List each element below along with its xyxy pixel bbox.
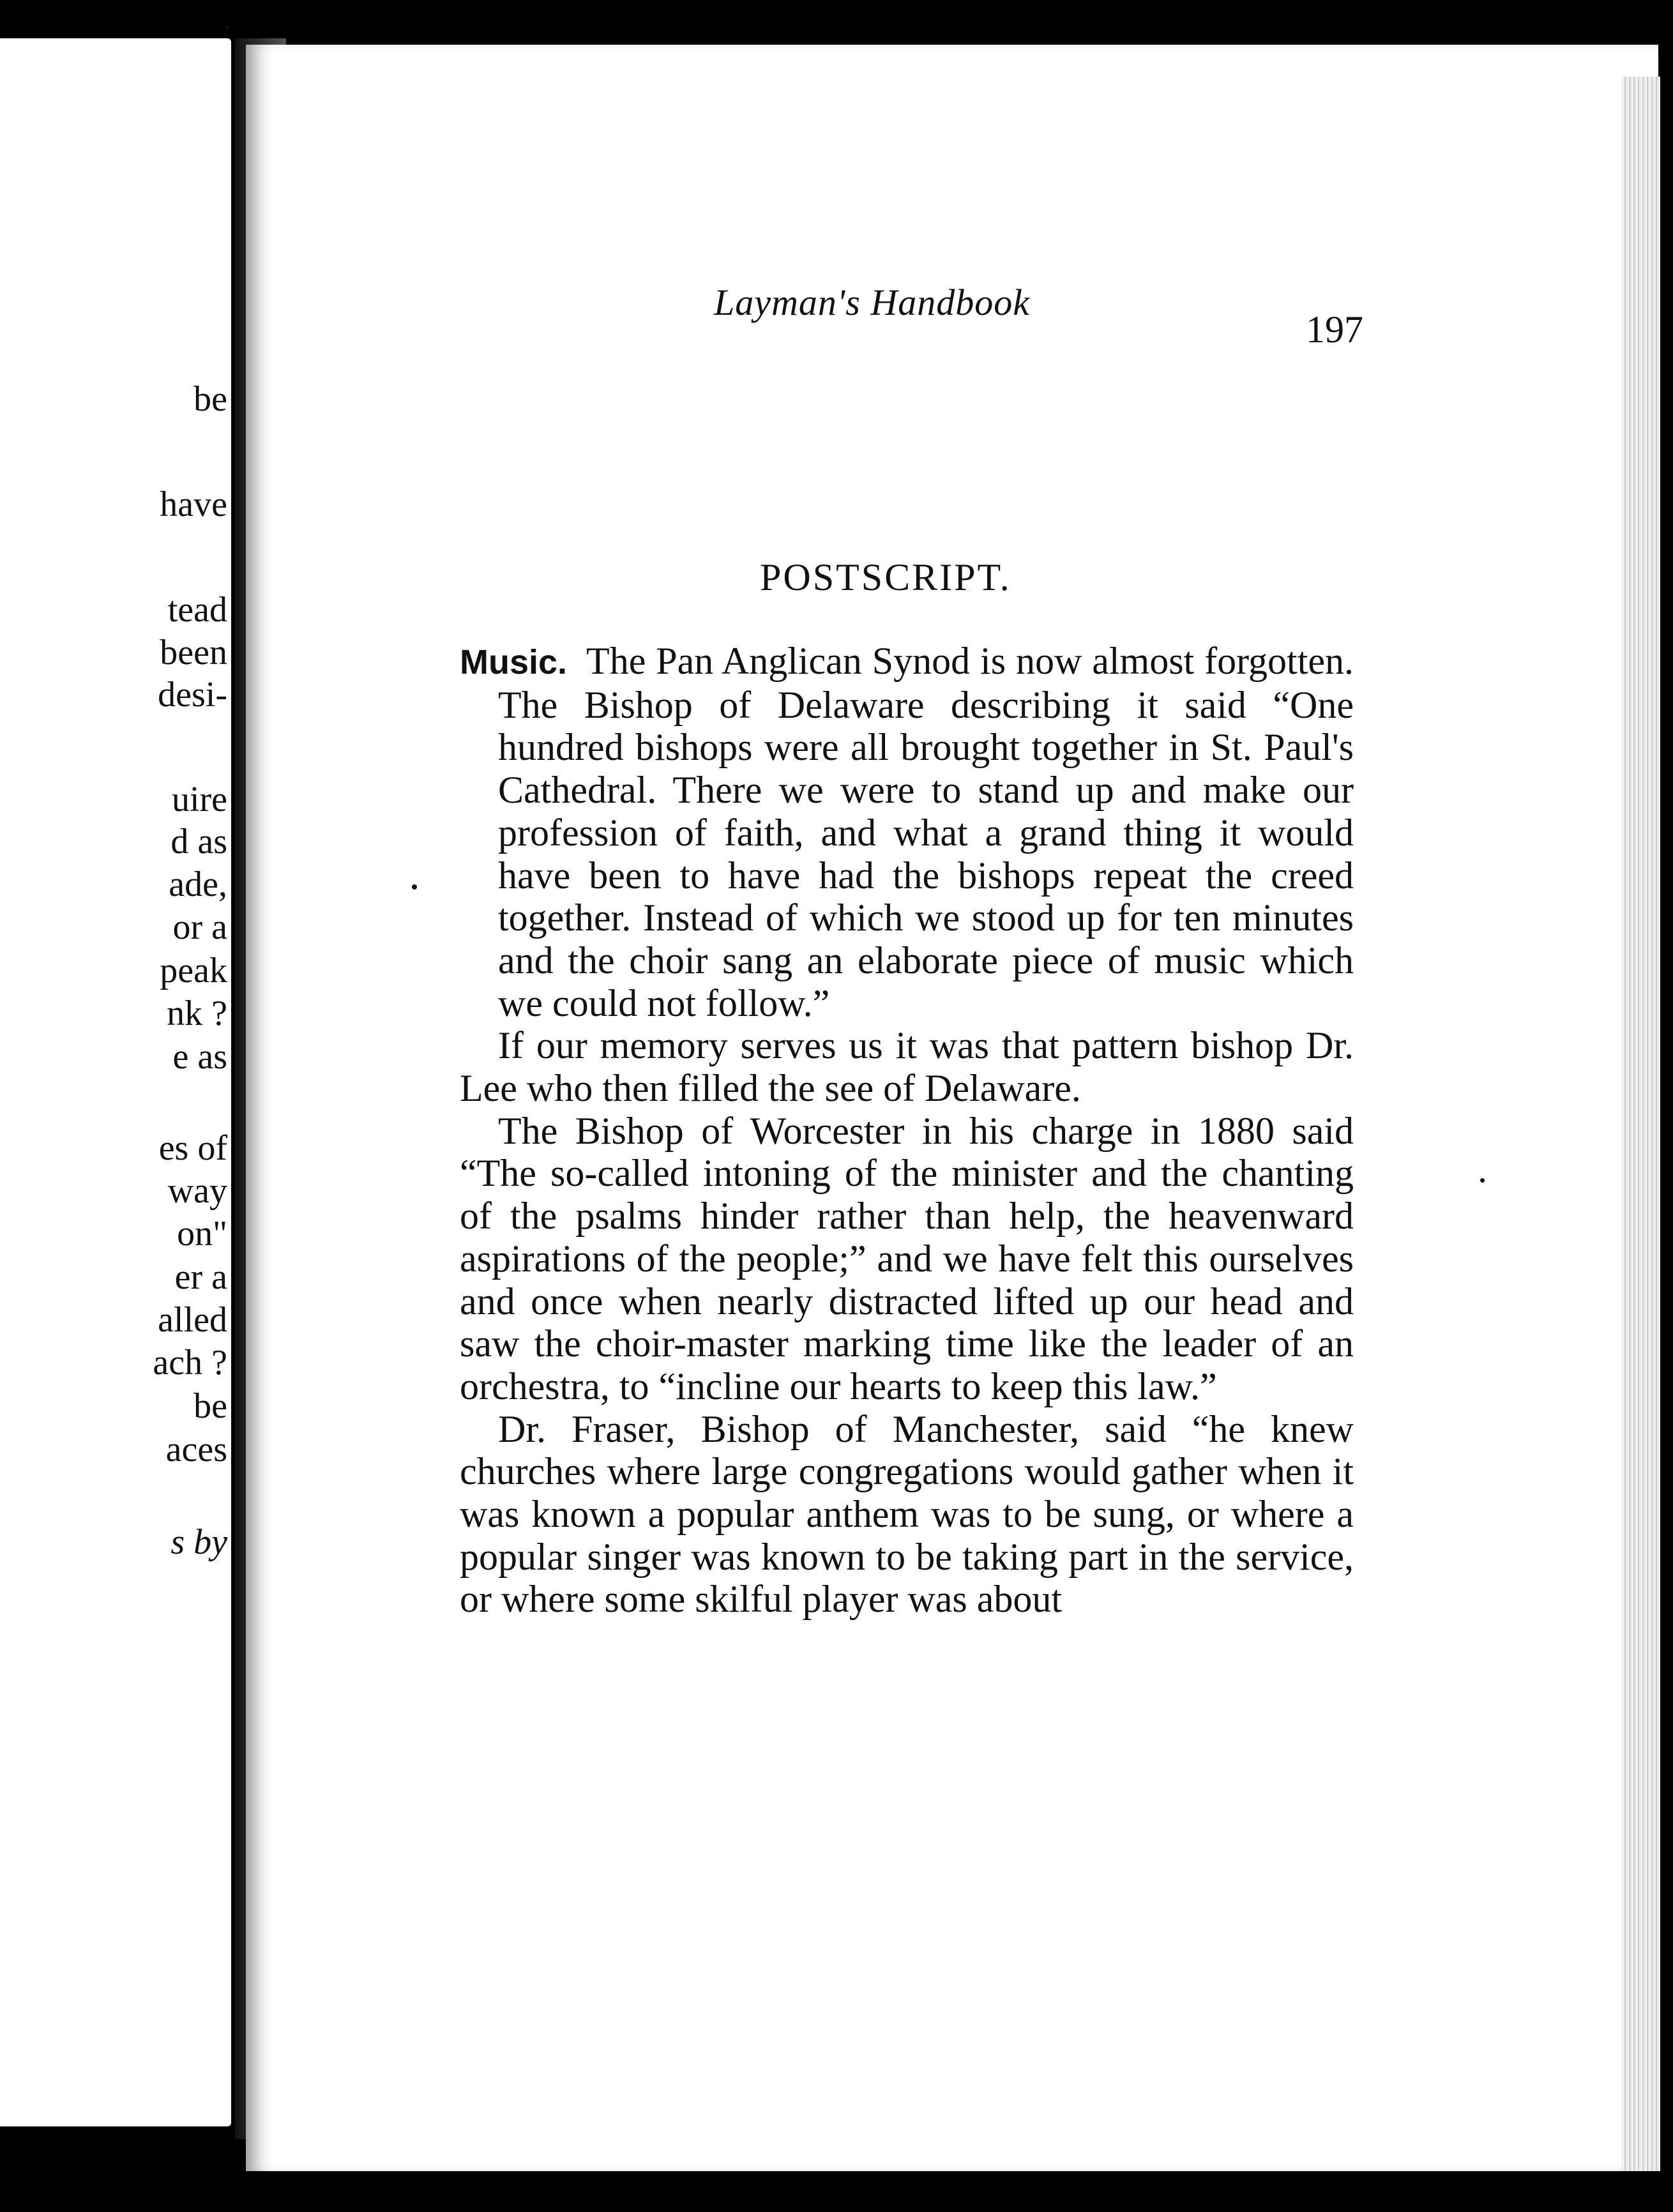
left-page-fragment: s by: [170, 1522, 227, 1562]
paragraph: Dr. Fraser, Bishop of Manchester, said “he knew churches where large congregations would gather when it was known a popular anthem was to be sung, or where a popular singer was known to be taking part in the service, or where some skilful player was about: [460, 1407, 1354, 1621]
left-page-fragment: be: [193, 1386, 227, 1426]
running-head: Layman's Handbook: [714, 282, 1030, 323]
left-page-fragment: d as: [170, 822, 227, 861]
left-page-fragment: aces: [165, 1430, 227, 1469]
left-page-fragment: ade,: [169, 865, 227, 904]
left-page-fragment: on": [177, 1214, 227, 1254]
left-page-fragment: desi-: [158, 675, 227, 715]
left-page-fragment: have: [160, 485, 227, 524]
left-page-fragment: be: [193, 379, 227, 419]
left-page-fragment: e as: [172, 1037, 227, 1077]
left-page: [0, 38, 231, 2126]
body-text: [460, 640, 1354, 1621]
left-page-fragment: way: [167, 1171, 227, 1211]
section-title: POSTSCRIPT.: [760, 556, 1011, 598]
left-page-fragment: ach ?: [153, 1343, 227, 1382]
left-page-fragment: nk ?: [167, 994, 227, 1033]
left-page-fragment: er a: [174, 1257, 227, 1297]
page-edges: [1622, 77, 1660, 2171]
side-heading: Music.: [460, 643, 568, 681]
paragraph: [460, 640, 1354, 1024]
left-page-fragment: peak: [160, 951, 227, 990]
paragraph: If our memory serves us it was that pattern bishop Dr. Lee who then filled the see of Delaware.: [460, 1024, 1354, 1110]
left-page-fragment: been: [160, 633, 227, 672]
left-page-fragment: uire: [171, 780, 227, 819]
left-page-fragment: alled: [158, 1300, 227, 1340]
paragraph-text: The Pan Anglican Synod is now almost forgotten. The Bishop of Delaware describing it said “One hundred bishops were all brought together in St. Paul's Cathedral. There we were to stand up and make our profession of faith, and what a grand thing it would have been to have had the bishops repeat the creed together. Instead of which we stood up for ten minutes and the choir sang an elaborate piece of music which we could not follow.”: [498, 640, 1354, 1024]
left-page-fragment: or a: [172, 907, 227, 947]
paragraph: The Bishop of Worcester in his charge in 1880 said “The so-called intoning of the minister and the chanting of the psalms hinder rather than help, the heavenward aspirations of the people;” and we have felt this ourselves and once when nearly distracted lifted up our head and saw the choir-master marking time like the leader of an orchestra, to “incline our hearts to keep this law.”: [460, 1109, 1354, 1407]
left-page-fragment: tead: [167, 590, 227, 630]
page-number: 197: [1306, 308, 1363, 351]
left-page-fragment: es of: [158, 1128, 227, 1168]
